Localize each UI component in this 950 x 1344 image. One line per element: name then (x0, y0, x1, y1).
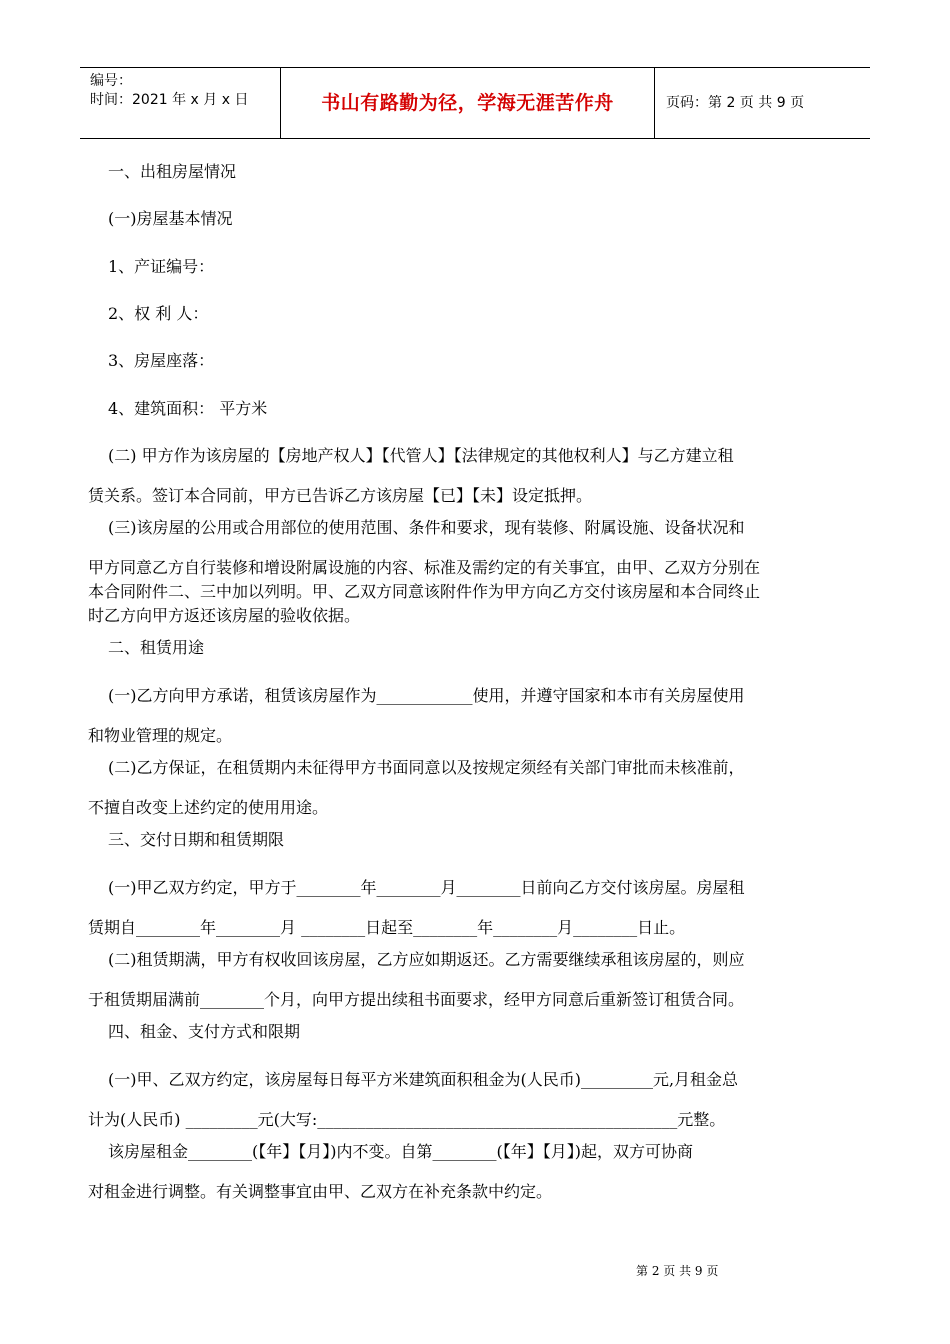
document-time-label: 时间：2021 年 x 月 x 日 (90, 92, 249, 108)
paragraph-line: (二) 甲方作为该房屋的【房地产权人】【代管人】【法律规定的其他权利人】与乙方建立租 (108, 446, 734, 465)
paragraph-line: (二)租赁期满，甲方有权收回该房屋，乙方应如期返还。乙方需要继续承租该房屋的，则应 (108, 950, 745, 969)
header-motto: 书山有路勤为径，学海无涯苦作舟 (321, 92, 614, 114)
section-heading: 三、交付日期和租赁期限 (108, 830, 285, 849)
paragraph-line: 计为(人民币) _________元(大写:_____________________________________________元整。 (88, 1110, 726, 1129)
header-page-cell (654, 68, 870, 138)
field-line: 3、房屋座落： (108, 351, 215, 370)
paragraph-line: 赁期自________年________月 ________日起至________年________月________日止。 (88, 918, 686, 937)
page-footer (636, 1262, 718, 1279)
document-number-label: 编号： (90, 73, 132, 89)
header-meta (80, 68, 280, 138)
paragraph-line: (一)乙方向甲方承诺，租赁该房屋作为____________使用，并遵守国家和本市有关房屋使用 (108, 686, 745, 705)
section-heading: 四、租金、支付方式和限期 (108, 1022, 301, 1041)
paragraph-line: (三)该房屋的公用或合用部位的使用范围、条件和要求，现有装修、附属设施、设备状况和 (108, 518, 745, 537)
subsection-heading: (一)房屋基本情况 (108, 209, 233, 228)
section-heading: 二、租赁用途 (108, 638, 205, 657)
paragraph-line: 本合同附件二、三中加以列明。甲、乙双方同意该附件作为甲方向乙方交付该房屋和本合同终止 (88, 582, 761, 601)
paragraph-line: (二)乙方保证，在租赁期内未征得甲方书面同意以及按规定须经有关部门审批而未核准前， (108, 758, 745, 777)
paragraph-line: 甲方同意乙方自行装修和增设附属设施的内容、标准及需约定的有关事宜，由甲、乙双方分别在 (88, 558, 761, 577)
field-line: 4、建筑面积： 平方米 (108, 399, 268, 418)
field-line: 1、产证编号： (108, 257, 215, 276)
header-page-number: 页码：第 2 页 共 9 页 (666, 95, 805, 111)
paragraph-line: 时乙方向甲方返还该房屋的验收依据。 (88, 606, 361, 625)
paragraph-line: 赁关系。签订本合同前，甲方已告诉乙方该房屋【已】【未】设定抵押。 (88, 486, 593, 505)
paragraph-line: 和物业管理的规定。 (88, 726, 233, 745)
paragraph-line: (一)甲、乙双方约定，该房屋每日每平方米建筑面积租金为(人民币)_________元,月租金总 (108, 1070, 739, 1089)
document-header (80, 67, 870, 139)
paragraph-line: (一)甲乙双方约定，甲方于________年________月________日前向乙方交付该房屋。房屋租 (108, 878, 745, 897)
paragraph-line: 该房屋租金________(【年】【月】)内不变。自第________(【年】【月】)起，双方可协商 (108, 1142, 693, 1161)
paragraph-line: 不擅自改变上述约定的使用用途。 (88, 798, 329, 817)
paragraph-line: 对租金进行调整。有关调整事宜由甲、乙双方在补充条款中约定。 (88, 1182, 553, 1201)
paragraph-line: 于租赁期届满前________个月，向甲方提出续租书面要求，经甲方同意后重新签订租赁合同。 (88, 990, 745, 1009)
header-motto-cell (280, 68, 655, 138)
section-heading: 一、出租房屋情况 (108, 162, 237, 181)
field-line: 2、权 利 人： (108, 304, 209, 323)
footer-page-number: 第 2 页 共 9 页 (636, 1264, 719, 1278)
